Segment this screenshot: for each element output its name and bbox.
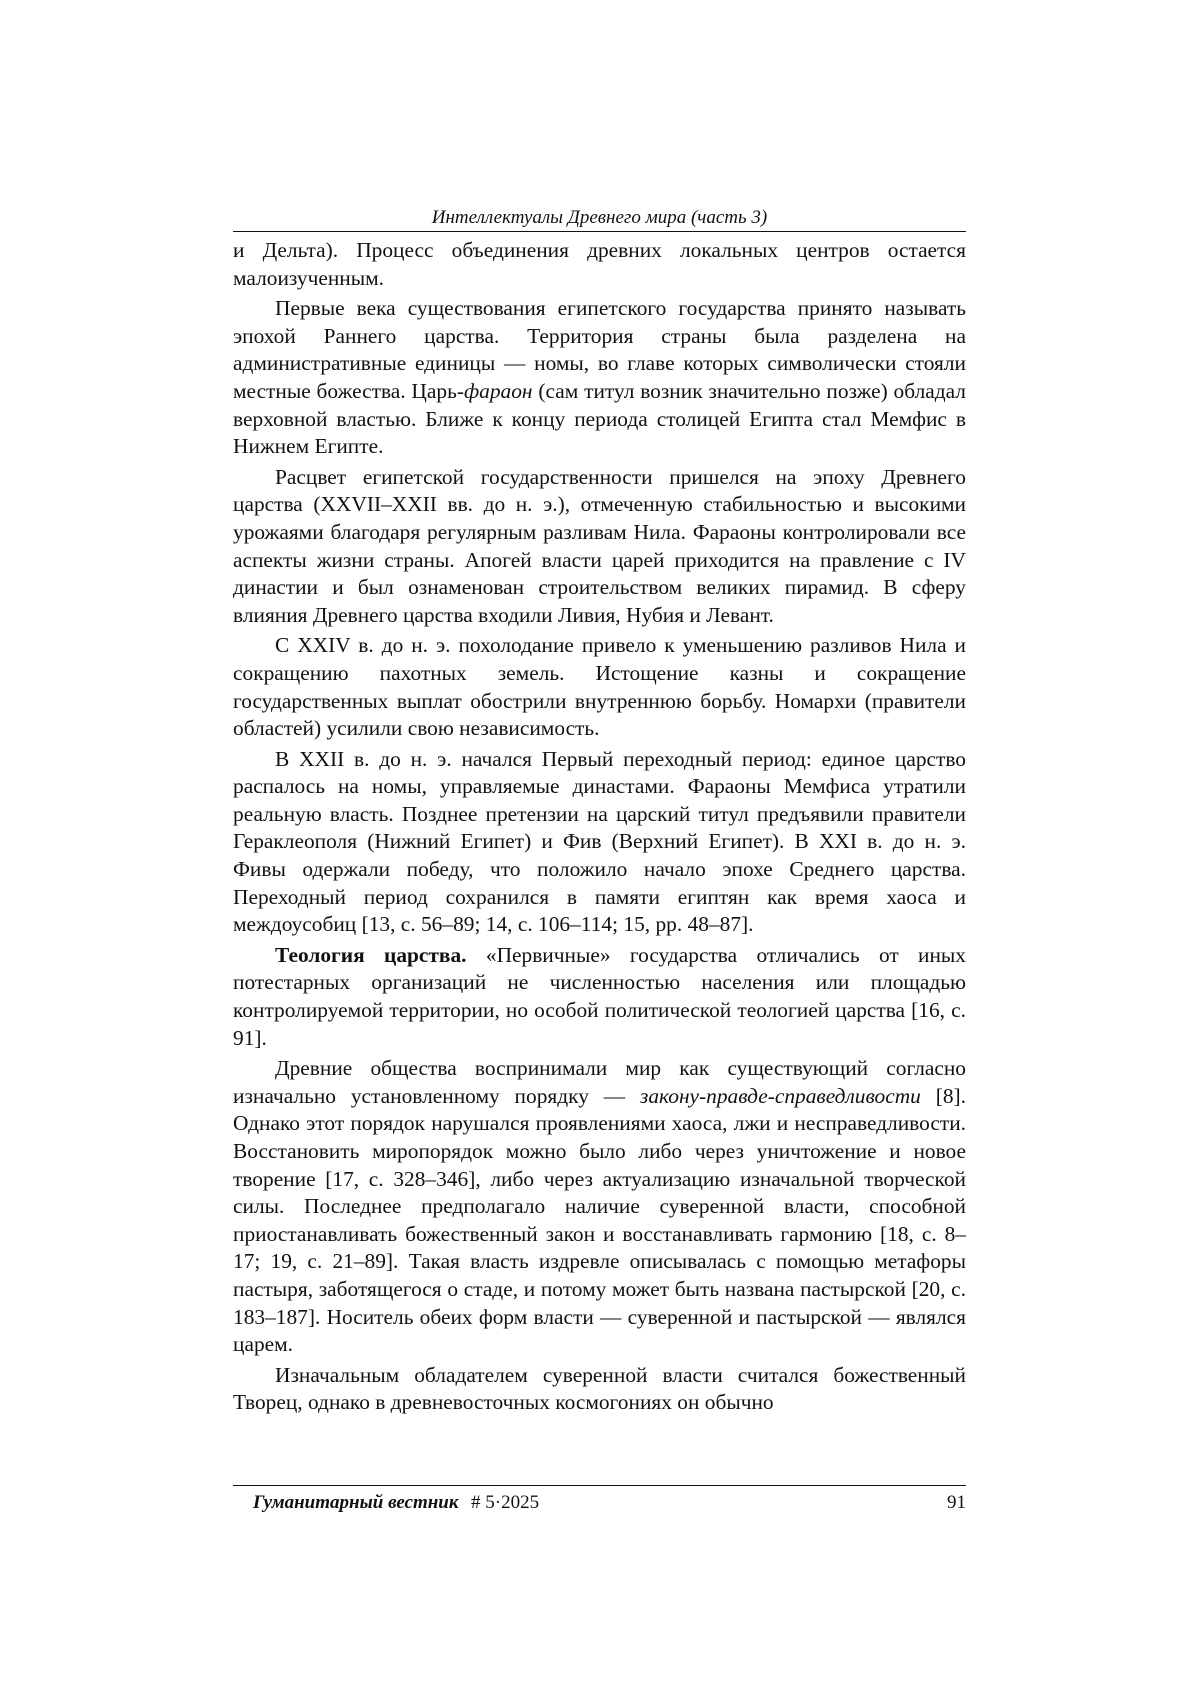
footer-rule (233, 1485, 966, 1486)
paragraph-6-text-a: Древние общества воспринимали мир как существующий согласно изначально установленному порядку — (233, 1056, 966, 1108)
page-number: 91 (947, 1492, 966, 1513)
paragraph-6-emphasis: закону-правде-справедливости (640, 1083, 921, 1108)
running-title: Интеллектуалы Древнего мира (часть 3) (431, 207, 768, 228)
journal-title: Гуманитарный вестник (253, 1492, 459, 1513)
paragraph-1-emphasis: фараон (463, 378, 533, 403)
paragraph-5-text: «Первичные» государства отличались от иных потестарных организаций не численностью населения или площадью контролируемой территории, но особой политической теологией царства [16, с. 91]. (233, 942, 967, 1050)
section-heading-theology: Теология царства. (275, 942, 467, 967)
paragraph-5 (233, 942, 966, 1052)
paragraph-2: Расцвет египетской государственности пришелся на эпоху Древнего царства (XXVII–XXII вв. до н. э.), отмеченную стабильностью и высокими урожаями благодаря регулярным разливам Нила. Фараоны контролировали все аспекты жизни страны. Апогей власти царей приходится на правление с IV династии и был ознаменован строительством великих пирамид. В сферу влияния Древнего царства входили Ливия, Нубия и Левант. (233, 464, 966, 627)
paragraph-6-text-b: [8]. Однако этот порядок нарушался проявлениями хаоса, лжи и несправедливости. Восстановить миропорядок можно было либо через уничтожение и новое творение [17, с. 328–346], либо через актуализацию изначальной творческой силы. Последнее предполагало наличие суверенной власти, способной приостанавливать божественный закон и восстанавливать гармонию [18, с. 8–17; 19, с. 21–89]. Такая власть издревле описывалась с помощью метафоры пастыря, заботящегося о стаде, и потому может быть названа пастырской [20, с. 183–187]. Носитель обеих форм власти — суверенной и пастырской — являлся царем. (233, 1083, 966, 1357)
paragraph-7: Изначальным обладателем суверенной власти считался божественный Творец, однако в древневосточных космогониях он обычно (233, 1362, 966, 1415)
page-footer (233, 1490, 966, 1516)
paragraph-0: и Дельта). Процесс объединения древних локальных центров остается малоизученным. (233, 238, 966, 290)
header-rule (233, 231, 966, 232)
paragraph-1-text-a: Первые века существования египетского государства принято называть эпохой Раннего царства. Территория страны была разделена на административные единицы — номы, во главе которых символически стояли местные божества. Царь- (233, 296, 966, 403)
page (233, 0, 966, 1698)
paragraph-4: В XXII в. до н. э. начался Первый переходный период: единое царство распалось на номы, управляемые династами. Фараоны Мемфиса утратили реальную власть. Позднее претензии на царский титул предъявили правители Гераклеополя (Нижний Египет) и Фив (Верхний Египет). В XXI в. до н. э. Фивы одержали победу, что положило начало эпохе Среднего царства. Переходный период сохранился в памяти египтян как время хаоса и междоусобиц [13, с. 56–89; 14, с. 106–114; 15, pp. 48–87]. (233, 746, 966, 937)
paragraph-6 (233, 1055, 966, 1359)
paragraph-3: С XXIV в. до н. э. похолодание привело к уменьшению разливов Нила и сокращению пахотных земель. Истощение казны и сокращение государственных выплат обострили внутреннюю борьбу. Номархи (правители областей) усилили свою независимость. (233, 633, 966, 741)
issue-number: # 5·2025 (471, 1492, 540, 1513)
article-body (233, 237, 966, 1420)
paragraph-1 (233, 295, 966, 461)
paragraph-1-text-b: (сам титул возник значительно позже) обладал верховной властью. Ближе к концу периода столицей Египта стал Мемфис в Нижнем Египте. (233, 378, 966, 459)
